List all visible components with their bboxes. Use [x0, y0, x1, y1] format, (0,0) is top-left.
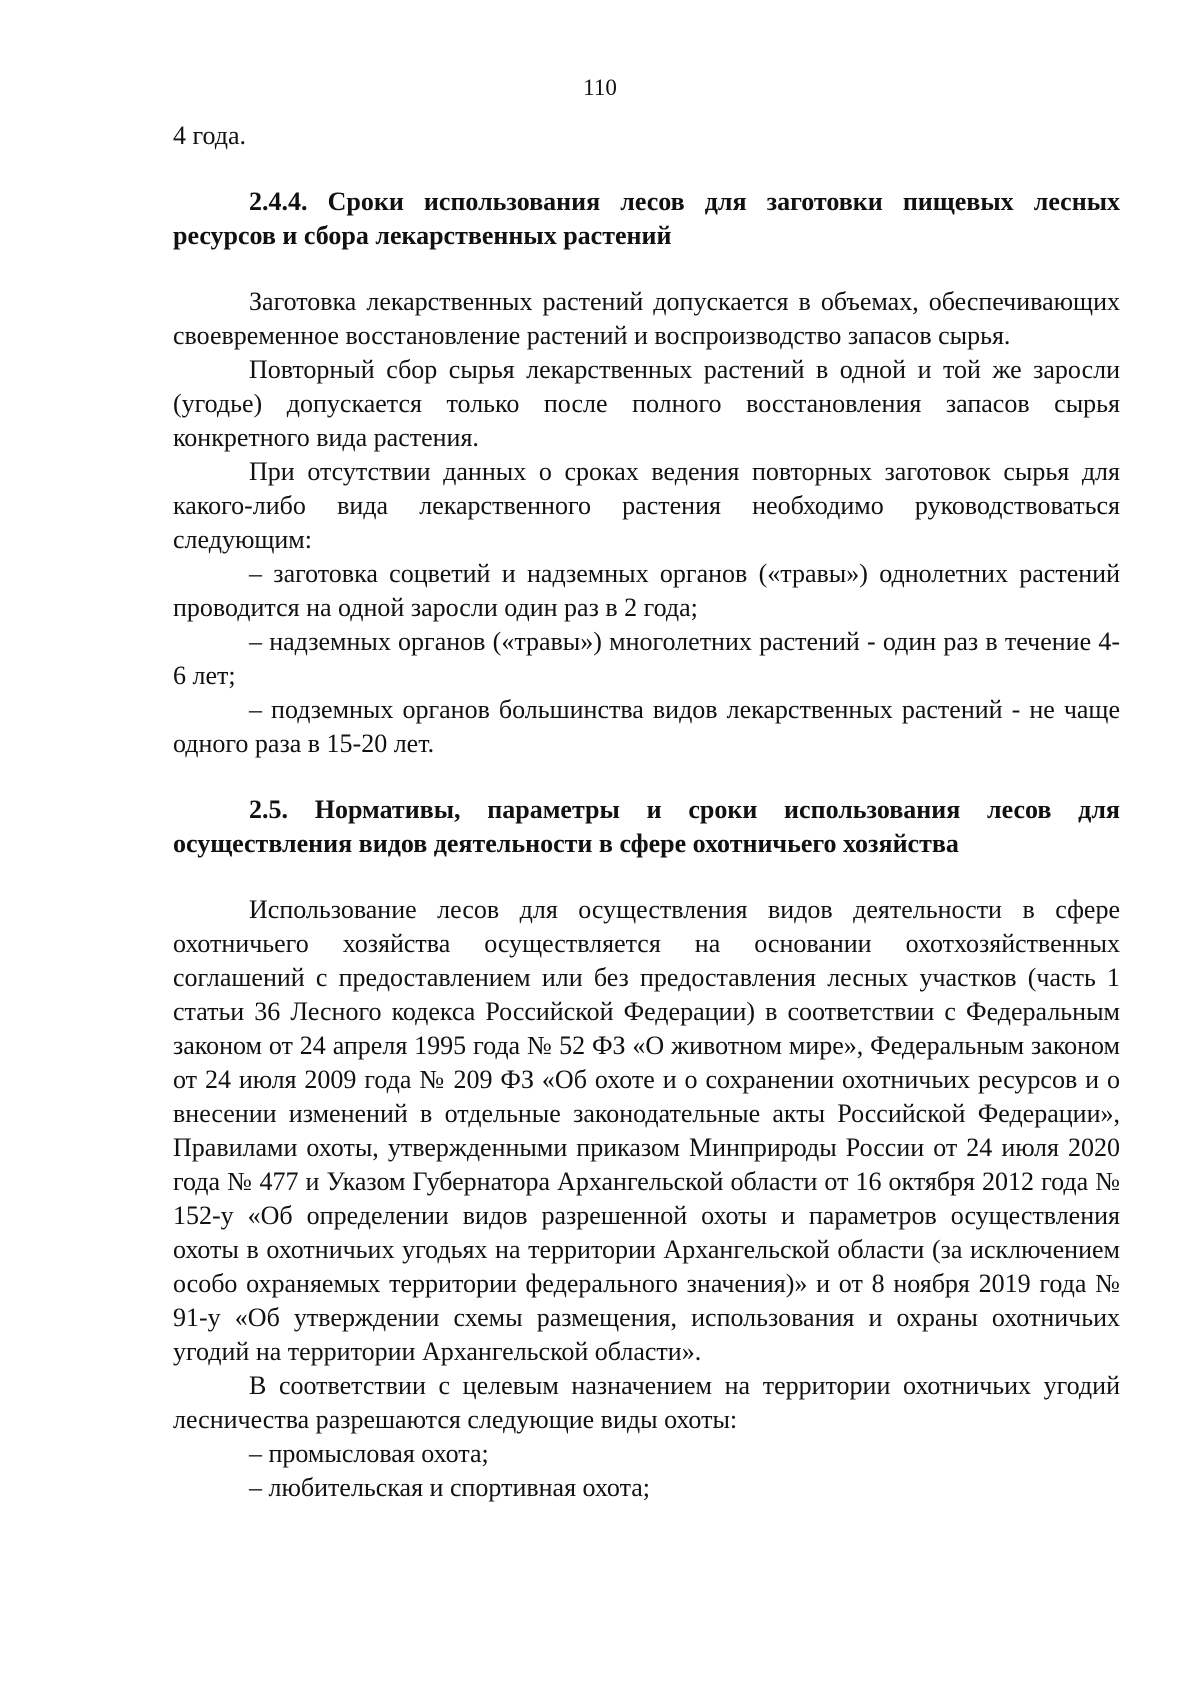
paragraph: Заготовка лекарственных растений допускается в объемах, обеспечивающих своевременное восстановление растений и воспроизводство запасов сырья.: [173, 287, 1120, 350]
list-item: – надземных органов («травы») многолетних растений - один раз в течение 4-6 лет;: [173, 627, 1120, 690]
paragraph: Повторный сбор сырья лекарственных растений в одной и той же заросли (угодье) допускается только после полного восстановления запасов сырья конкретного вида растения.: [173, 355, 1120, 452]
section-heading-2-4-4: 2.4.4. Сроки использования лесов для заготовки пищевых лесных ресурсов и сбора лекарственных растений: [173, 187, 1120, 250]
document-body: [173, 119, 1120, 1505]
list-item: – подземных органов большинства видов лекарственных растений - не чаще одного раза в 15-20 лет.: [173, 695, 1120, 758]
list-item: – любительская и спортивная охота;: [249, 1473, 651, 1502]
list-item: – промысловая охота;: [249, 1439, 489, 1468]
page-number: 110: [583, 75, 617, 100]
continuation-text: 4 года.: [173, 121, 247, 150]
paragraph: При отсутствии данных о сроках ведения повторных заготовок сырья для какого-либо вида лекарственного растения необходимо руководствоваться следующим:: [173, 457, 1120, 554]
paragraph: Использование лесов для осуществления видов деятельности в сфере охотничьего хозяйства осуществляется на основании охотхозяйственных соглашений с предоставлением или без предоставления лесных участков (часть 1 статьи 36 Лесного кодекса Российской Федерации) в соответствии с Федеральным законом от 24 апреля 1995 года № 52 ФЗ «О животном мире», Федеральным законом от 24 июля 2009 года № 209 ФЗ «Об охоте и о сохранении охотничьих ресурсов и о внесении изменений в отдельные законодательные акты Российской Федерации», Правилами охоты, утвержденными приказом Минприроды России от 24 июля 2020 года № 477 и Указом Губернатора Архангельской области от 16 октября 2012 года № 152-у «Об определении видов разрешенной охоты и параметров осуществления охоты в охотничьих угодьях на территории Архангельской области (за исключением особо охраняемых территории федерального значения)» и от 8 ноября 2019 года № 91-у «Об утверждении схемы размещения, использования и охраны охотничьих угодий на территории Архангельской области».: [173, 895, 1120, 1366]
section-heading-2-5: 2.5. Нормативы, параметры и сроки использования лесов для осуществления видов деятельности в сфере охотничьего хозяйства: [173, 795, 1120, 858]
list-item: – заготовка соцветий и надземных органов («травы») однолетних растений проводится на одной заросли один раз в 2 года;: [173, 559, 1120, 622]
paragraph: В соответствии с целевым назначением на территории охотничьих угодий лесничества разрешаются следующие виды охоты:: [173, 1371, 1120, 1434]
